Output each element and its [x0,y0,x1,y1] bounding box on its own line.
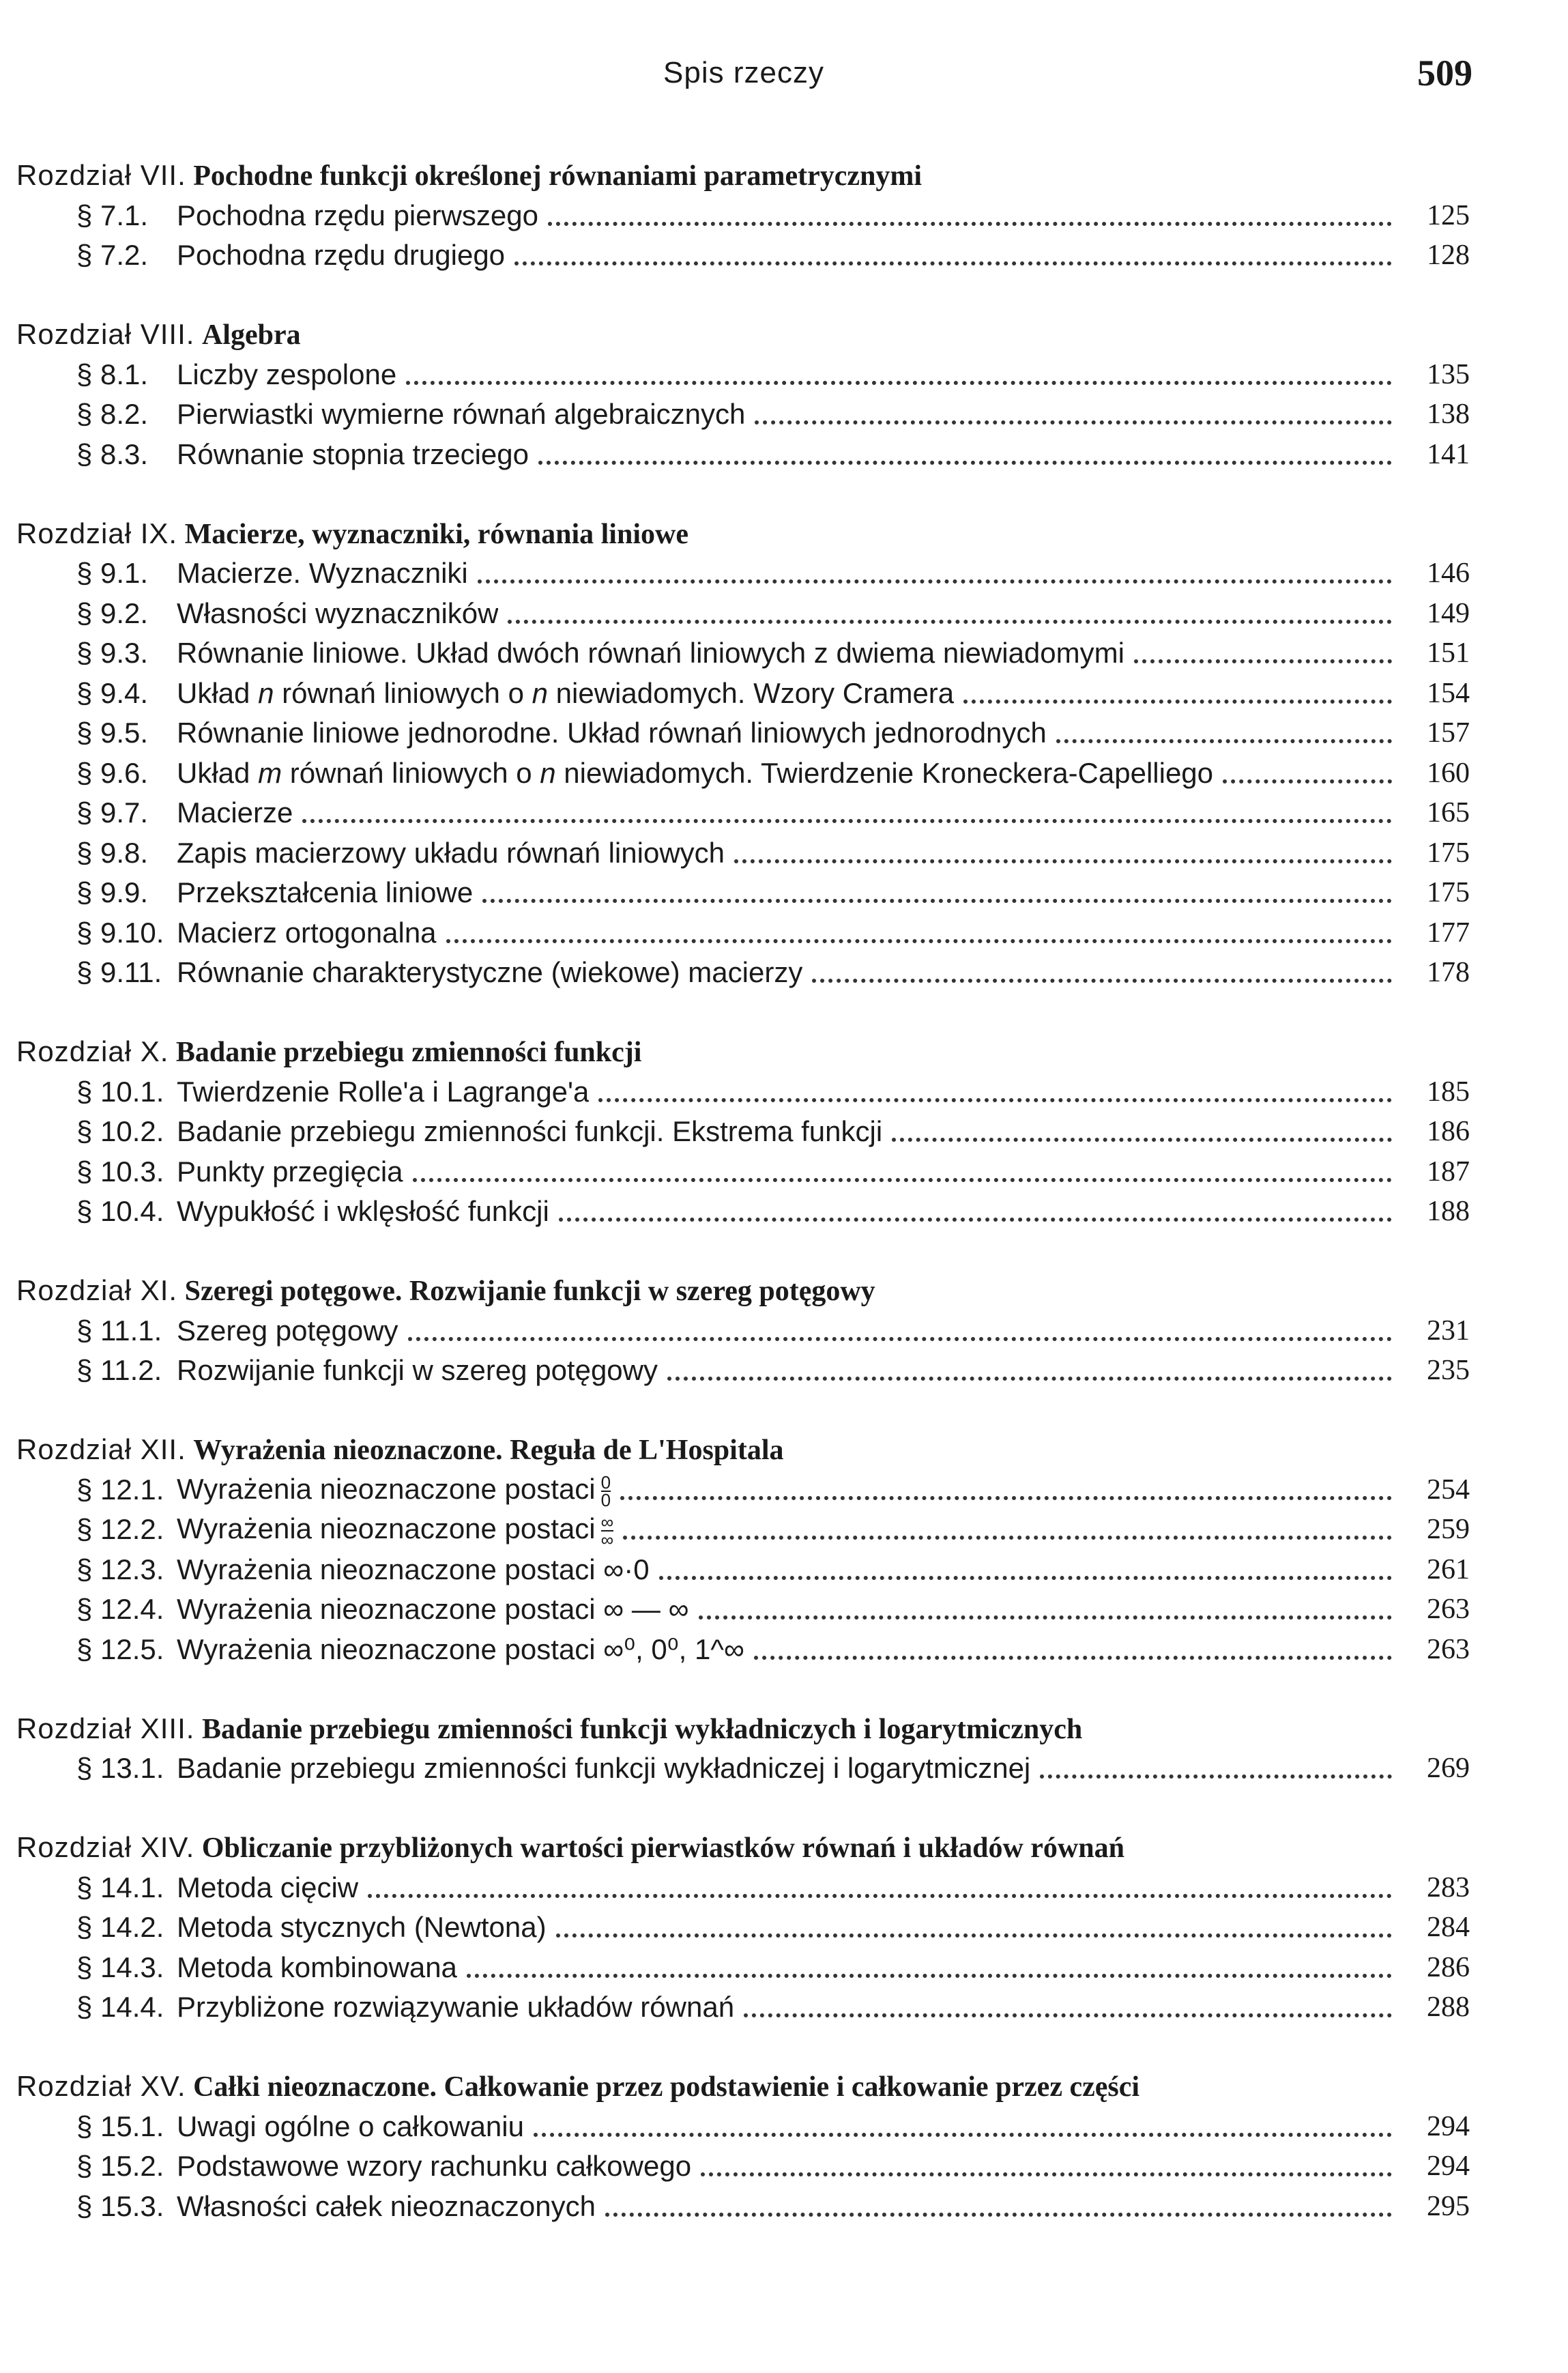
toc-entry [16,712,1470,752]
section-page-number: 177 [1427,917,1470,949]
dot-leader [368,1894,1392,1898]
section-title-text: Wyrażenia nieoznaczone postaci ∞ — ∞ [177,1593,689,1625]
dot-leader [812,979,1392,983]
section-number: § 9.1. [76,557,149,589]
section-number: § 8.2. [76,398,149,430]
chapter-title: Pochodne funkcji określonej równaniami parametrycznymi [193,160,923,192]
dot-leader [559,1218,1392,1222]
section-page-number: 187 [1427,1155,1470,1188]
toc-entry [16,2145,1470,2185]
toc-chapter [16,157,1470,274]
chapter-heading [16,515,1470,552]
toc-entry [16,1468,1470,1508]
toc-chapter [16,1033,1470,1230]
section-title-text: Punkty przegięcia [177,1155,403,1188]
section-page-number: 295 [1427,2190,1470,2222]
toc-entry [16,592,1470,632]
section-number: § 9.8. [76,836,149,869]
chapter-number: Rozdział XIII. [16,1712,195,1744]
section-number: § 8.1. [76,358,149,390]
section-page-number: 231 [1427,1314,1470,1347]
fraction-denominator: ∞ [600,1529,614,1548]
section-page-number: 154 [1427,677,1470,709]
toc-entry [16,1070,1470,1110]
section-number: § 15.1. [76,2110,164,2142]
section-title [177,1631,744,1668]
chapter-heading [16,1431,1470,1468]
section-title-text: Równanie stopnia trzeciego [177,437,529,470]
section-title-text: Badanie przebiegu zmienności funkcji. Ekstrema funkcji [177,1115,883,1147]
toc-entry [16,751,1470,792]
section-number: § 9.7. [76,796,149,829]
section-title [177,755,1213,792]
toc-entry [16,393,1470,433]
section-number: § 9.9. [76,876,149,908]
dot-leader [556,1933,1392,1938]
dot-leader [446,939,1392,943]
toc-entry [16,1150,1470,1190]
chapter-heading [16,316,1470,353]
section-number: § 9.10. [76,916,164,949]
dot-leader [478,579,1392,584]
section-page-number: 263 [1427,1633,1470,1665]
dot-leader [699,1615,1392,1620]
toc-entry [16,1866,1470,1906]
section-number: § 9.11. [76,956,162,988]
toc-entry [16,1906,1470,1946]
table-of-contents [16,157,1470,2267]
section-page-number: 160 [1427,757,1470,789]
section-title-text: Badanie przebiegu zmienności funkcji wykładniczej i logarytmicznej [177,1752,1031,1784]
section-title-text: Pochodna rzędu drugiego [177,239,506,271]
chapter-number: Rozdział IX. [16,517,178,549]
chapter-title: Obliczanie przybliżonych wartości pierwiastków równań i układów równań [201,1832,1124,1864]
section-title [177,396,745,433]
section-title [177,1909,547,1946]
running-title: Spis rzeczy [663,56,824,89]
dot-leader [963,700,1392,704]
toc-entry [16,2105,1470,2145]
section-number: § 15.2. [76,2150,164,2182]
chapter-title: Wyrażenia nieoznaczone. Reguła de L'Hospitala [193,1435,784,1466]
toc-entry [16,1747,1470,1787]
section-title [177,1153,403,1190]
section-title [177,2148,691,2185]
chapter-heading [16,1033,1470,1070]
section-title [177,1551,650,1588]
chapter-heading [16,1710,1470,1747]
section-title [177,237,505,274]
toc-chapter [16,316,1470,473]
chapter-title: Macierze, wyznaczniki, równania liniowe [184,518,688,550]
chapter-number: Rozdział XV. [16,2070,186,2102]
dot-leader [1040,1774,1392,1779]
dot-leader [482,899,1392,903]
section-number: § 9.2. [76,596,149,629]
section-page-number: 286 [1427,1951,1470,1983]
chapter-title: Algebra [201,319,301,351]
dot-leader [623,1536,1392,1540]
section-title-text: Macierz ortogonalna [177,916,437,949]
section-number: § 7.1. [76,199,149,231]
fraction-symbol [601,1514,614,1548]
section-number: § 8.3. [76,437,149,470]
chapter-number: Rozdział VII. [16,159,186,191]
chapter-title: Badanie przebiegu zmienności funkcji [175,1037,642,1068]
section-title [177,794,293,831]
section-title [177,2108,524,2145]
toc-entry [16,1349,1470,1390]
section-title-text: Podstawowe wzory rachunku całkowego [177,2150,692,2182]
section-title-text: Szereg potęgowy [177,1314,398,1347]
dot-leader [605,2213,1392,2217]
toc-entry [16,1946,1470,1986]
section-number: § 15.3. [76,2189,164,2222]
toc-entry [16,1190,1470,1231]
section-title-text: Liczby zespolone [177,358,397,390]
toc-entry [16,194,1470,234]
section-title-text: Macierze [177,796,293,829]
section-title [177,1869,358,1906]
section-number: § 9.6. [76,756,149,789]
dot-leader [659,1576,1392,1580]
section-number: § 12.5. [76,1633,164,1665]
section-title [177,915,437,951]
toc-entry [16,1110,1470,1151]
section-title-text: Metoda kombinowana [177,1951,457,1983]
toc-entry [16,792,1470,832]
section-number: § 10.1. [76,1075,164,1108]
section-title-text: Równanie liniowe. Układ dwóch równań liniowych z dwiema niewiadomymi [177,637,1124,669]
section-title [177,1113,882,1150]
toc-chapter [16,1431,1470,1668]
dot-leader [413,1178,1392,1182]
section-title [177,595,498,632]
section-number: § 12.1. [76,1473,164,1506]
section-page-number: 165 [1427,797,1470,829]
section-page-number: 151 [1427,637,1470,669]
section-title [177,1471,611,1508]
section-page-number: 188 [1427,1196,1470,1227]
section-page-number: 186 [1427,1116,1470,1147]
toc-chapter [16,1829,1470,2026]
chapter-title: Szeregi potęgowe. Rozwijanie funkcji w szereg potęgowy [184,1276,875,1307]
toc-entry [16,353,1470,393]
section-title-text: Macierze. Wyznaczniki [177,557,468,589]
section-title [177,555,468,592]
section-title-text: Wyrażenia nieoznaczone postaci ∞·0 [177,1553,650,1585]
section-title-text: Metoda stycznych (Newtona) [177,1911,547,1943]
section-title-text: Układ m równań liniowych o n niewiadomych. Twierdzenie Kroneckera-Capelliego [177,756,1214,789]
section-number: § 9.5. [76,717,149,749]
section-number: § 12.2. [76,1513,164,1545]
section-page-number: 235 [1427,1355,1470,1386]
fraction-denominator: 0 [600,1489,611,1508]
section-title [177,675,954,712]
section-title [177,356,396,393]
toc-entry [16,1588,1470,1628]
toc-entry [16,1628,1470,1668]
chapter-heading [16,1272,1470,1309]
section-title-text: Wyrażenia nieoznaczone postaci [177,1472,596,1505]
section-page-number: 294 [1427,2110,1470,2142]
section-page-number: 138 [1427,399,1470,430]
section-page-number: 283 [1427,1871,1470,1903]
section-page-number: 135 [1427,358,1470,390]
chapter-title: Całki nieoznaczone. Całkowanie przez podstawienie i całkowanie przez części [193,2071,1140,2103]
section-number: § 12.3. [76,1553,164,1585]
toc-chapter [16,515,1470,992]
toc-entry [16,632,1470,672]
chapter-number: Rozdział XII. [16,1433,186,1465]
dot-leader [538,461,1392,465]
section-page-number: 263 [1427,1594,1470,1625]
section-number: § 9.3. [76,637,149,669]
section-title-text: Wyrażenia nieoznaczone postaci ∞⁰, 0⁰, 1^∞ [177,1633,744,1665]
toc-entry [16,1309,1470,1349]
section-title [177,874,473,911]
section-number: § 9.4. [76,676,149,709]
chapter-number: Rozdział XIV. [16,1831,195,1863]
section-title [177,1193,549,1230]
toc-entry [16,911,1470,951]
section-title [177,1949,457,1986]
page-number: 509 [1417,53,1472,94]
section-title-text: Pochodna rzędu pierwszego [177,199,539,231]
section-title-text: Twierdzenie Rolle'a i Lagrange'a [177,1075,590,1108]
toc-chapter [16,2068,1470,2225]
section-title [177,2188,596,2225]
section-page-number: 149 [1427,597,1470,629]
section-title-text: Metoda cięciw [177,1871,359,1903]
section-number: § 11.1. [76,1314,162,1347]
chapter-heading [16,1829,1470,1866]
chapter-number: Rozdział X. [16,1035,169,1067]
section-title [177,954,802,991]
section-page-number: 125 [1427,199,1470,231]
section-number: § 11.2. [76,1354,162,1386]
toc-entry [16,672,1470,712]
dot-leader [534,2133,1392,2137]
section-page-number: 284 [1427,1912,1470,1943]
section-title-text: Wyrażenia nieoznaczone postaci [177,1512,596,1545]
section-page-number: 178 [1427,957,1470,988]
section-page-number: 175 [1427,837,1470,869]
section-page-number: 288 [1427,1991,1470,2023]
section-page-number: 294 [1427,2151,1470,2182]
toc-entry [16,951,1470,992]
chapter-heading [16,157,1470,194]
section-title-text: Równanie liniowe jednorodne. Układ równań liniowych jednorodnych [177,717,1047,749]
section-number: § 14.3. [76,1951,164,1983]
dot-leader [406,381,1392,385]
section-page-number: 157 [1427,717,1470,749]
section-title [177,835,725,872]
section-number: § 7.2. [76,239,149,271]
section-title-text: Własności wyznaczników [177,596,499,629]
section-page-number: 269 [1427,1753,1470,1784]
chapter-heading [16,2068,1470,2105]
section-title [177,1591,689,1628]
section-number: § 10.3. [76,1155,164,1188]
dot-leader [620,1496,1392,1500]
dot-leader [701,2172,1392,2176]
dot-leader [408,1337,1392,1341]
section-title [177,1312,398,1349]
section-title [177,1074,589,1110]
section-title [177,1352,658,1389]
section-title [177,436,529,473]
dot-leader [467,1974,1392,1978]
section-title [177,1750,1030,1787]
section-number: § 14.4. [76,1991,164,2023]
dot-leader [548,222,1392,226]
toc-chapter [16,1272,1470,1389]
dot-leader [734,859,1392,863]
section-title-text: Układ n równań liniowych o n niewiadomych. Wzory Cramera [177,676,955,709]
section-number: § 13.1. [76,1752,164,1784]
toc-entry [16,1548,1470,1588]
dot-leader [667,1377,1392,1381]
dot-leader [302,819,1392,823]
section-title-text: Przybliżone rozwiązywanie układów równań [177,1991,735,2023]
section-page-number: 254 [1427,1473,1470,1506]
dot-leader [754,1656,1392,1660]
section-page-number: 261 [1427,1553,1470,1585]
section-title-text: Pierwiastki wymierne równań algebraicznych [177,398,746,430]
toc-entry [16,831,1470,872]
section-number: § 12.4. [76,1593,164,1625]
toc-entry [16,552,1470,592]
section-title-text: Przekształcenia liniowe [177,876,474,908]
section-title-text: Własności całek nieoznaczonych [177,2189,596,2222]
fraction-numerator: 0 [600,1471,611,1493]
fraction-symbol [600,1471,611,1508]
section-page-number: 146 [1427,558,1470,589]
dot-leader [744,2013,1392,2017]
section-title [177,715,1047,751]
dot-leader [598,1098,1392,1102]
toc-entry [16,1986,1470,2026]
chapter-number: Rozdział VIII. [16,318,195,350]
section-title [177,1989,734,2026]
dot-leader [1056,739,1392,743]
fraction-numerator: ∞ [600,1512,614,1532]
dot-leader [1134,659,1392,663]
section-page-number: 259 [1427,1514,1470,1545]
section-page-number: 141 [1427,438,1470,470]
dot-leader [508,620,1392,624]
chapter-title: Badanie przebiegu zmienności funkcji wykładniczych i logarytmicznych [201,1713,1083,1745]
toc-entry [16,2185,1470,2225]
section-title [177,197,538,234]
dot-leader [514,261,1392,265]
section-title-text: Zapis macierzowy układu równań liniowych [177,836,725,869]
section-page-number: 185 [1427,1076,1470,1108]
dot-leader [755,420,1392,425]
toc-chapter [16,1710,1470,1787]
section-number: § 14.2. [76,1911,164,1943]
toc-entry [16,433,1470,473]
section-number: § 14.1. [76,1871,164,1903]
section-title-text: Wypukłość i wklęsłość funkcji [177,1195,549,1227]
section-title-text: Rozwijanie funkcji w szereg potęgowy [177,1354,658,1386]
section-title-text: Równanie charakterystyczne (wiekowe) macierzy [177,956,803,988]
section-title [177,635,1124,672]
dot-leader [1223,779,1392,783]
section-title [177,1510,613,1548]
section-number: § 10.4. [76,1195,164,1227]
toc-entry [16,234,1470,274]
section-title-text: Uwagi ogólne o całkowaniu [177,2110,524,2142]
toc-entry [16,1508,1470,1549]
section-number: § 10.2. [76,1115,164,1147]
toc-entry [16,872,1470,912]
dot-leader [892,1138,1392,1142]
section-page-number: 175 [1427,877,1470,908]
chapter-number: Rozdział XI. [16,1274,178,1306]
section-page-number: 128 [1427,240,1470,271]
